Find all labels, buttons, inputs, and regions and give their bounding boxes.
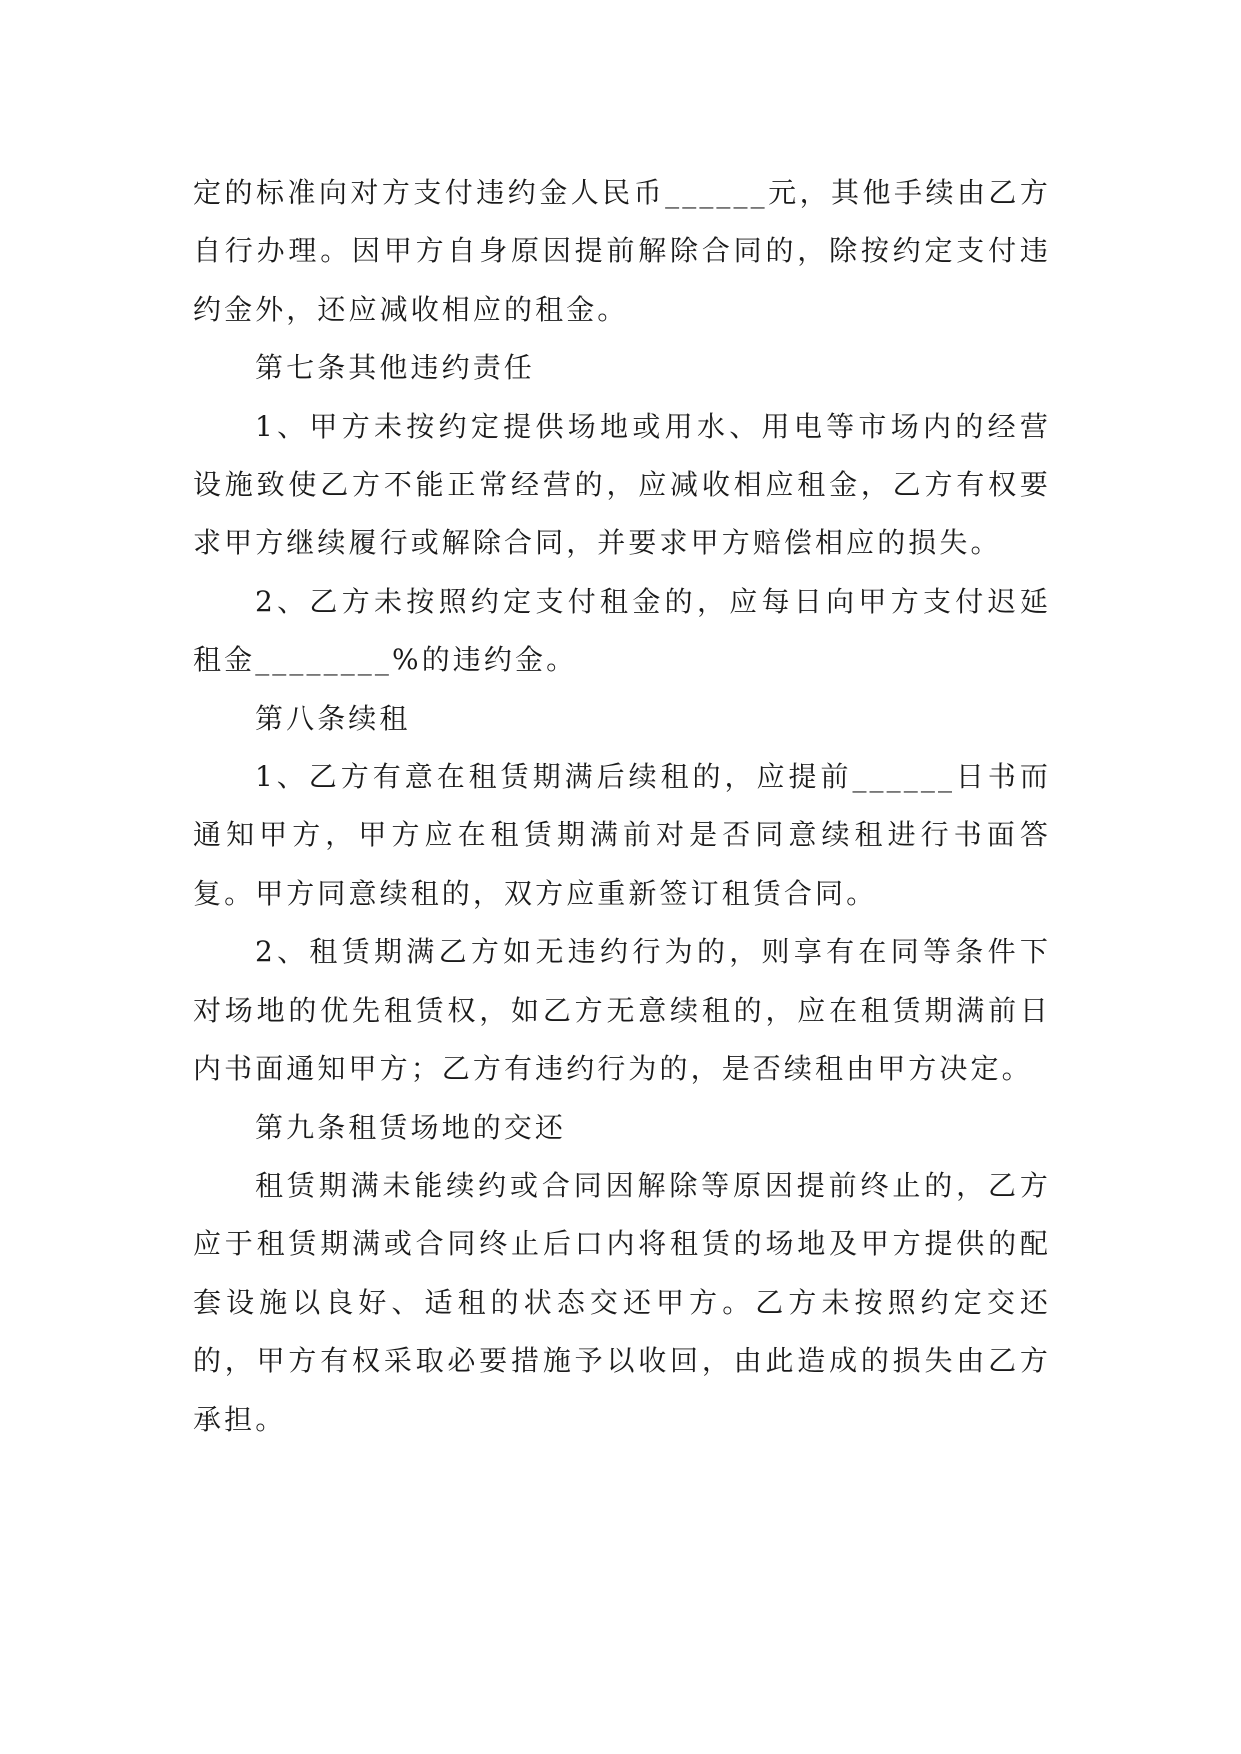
paragraph-article-8-item-2: 2、租赁期满乙方如无违约行为的，则享有在同等条件下对场地的优先租赁权，如乙方无意续租的，应在租赁期满前日内书面通知甲方；乙方有违约行为的，是否续租由甲方决定。 [193, 935, 1051, 1086]
heading-article-8: 第八条续租 [255, 701, 411, 735]
heading-article-9: 第九条租赁场地的交还 [255, 1110, 567, 1144]
paragraph-article-9-body: 租赁期满未能续约或合同因解除等原因提前终止的，乙方应于租赁期满或合同终止后口内将租赁的场地及甲方提供的配套设施以良好、适租的状态交还甲方。乙方未按照约定交还的，甲方有权采取必要措施予以收回，由此造成的损失由乙方承担。 [193, 1168, 1051, 1436]
paragraph-article-7-item-1: 1、甲方未按约定提供场地或用水、用电等市场内的经营设施致使乙方不能正常经营的，应减收相应租金，乙方有权要求甲方继续履行或解除合同，并要求甲方赔偿相应的损失。 [193, 409, 1051, 560]
paragraph-article-7-item-2: 2、乙方未按照约定支付租金的，应每日向甲方支付迟延租金________%的违约金。 [193, 584, 1051, 677]
document-page [193, 164, 1051, 1449]
paragraph-penalty-continuation: 定的标准向对方支付违约金人民币______元，其他手续由乙方自行办理。因甲方自身原因提前解除合同的，除按约定支付违约金外，还应减收相应的租金。 [193, 176, 1051, 326]
heading-article-7: 第七条其他违约责任 [255, 351, 535, 385]
paragraph-article-8-item-1: 1、乙方有意在租赁期满后续租的，应提前______日书而通知甲方，甲方应在租赁期满前对是否同意续租进行书面答复。甲方同意续租的，双方应重新签订租赁合同。 [193, 760, 1051, 910]
